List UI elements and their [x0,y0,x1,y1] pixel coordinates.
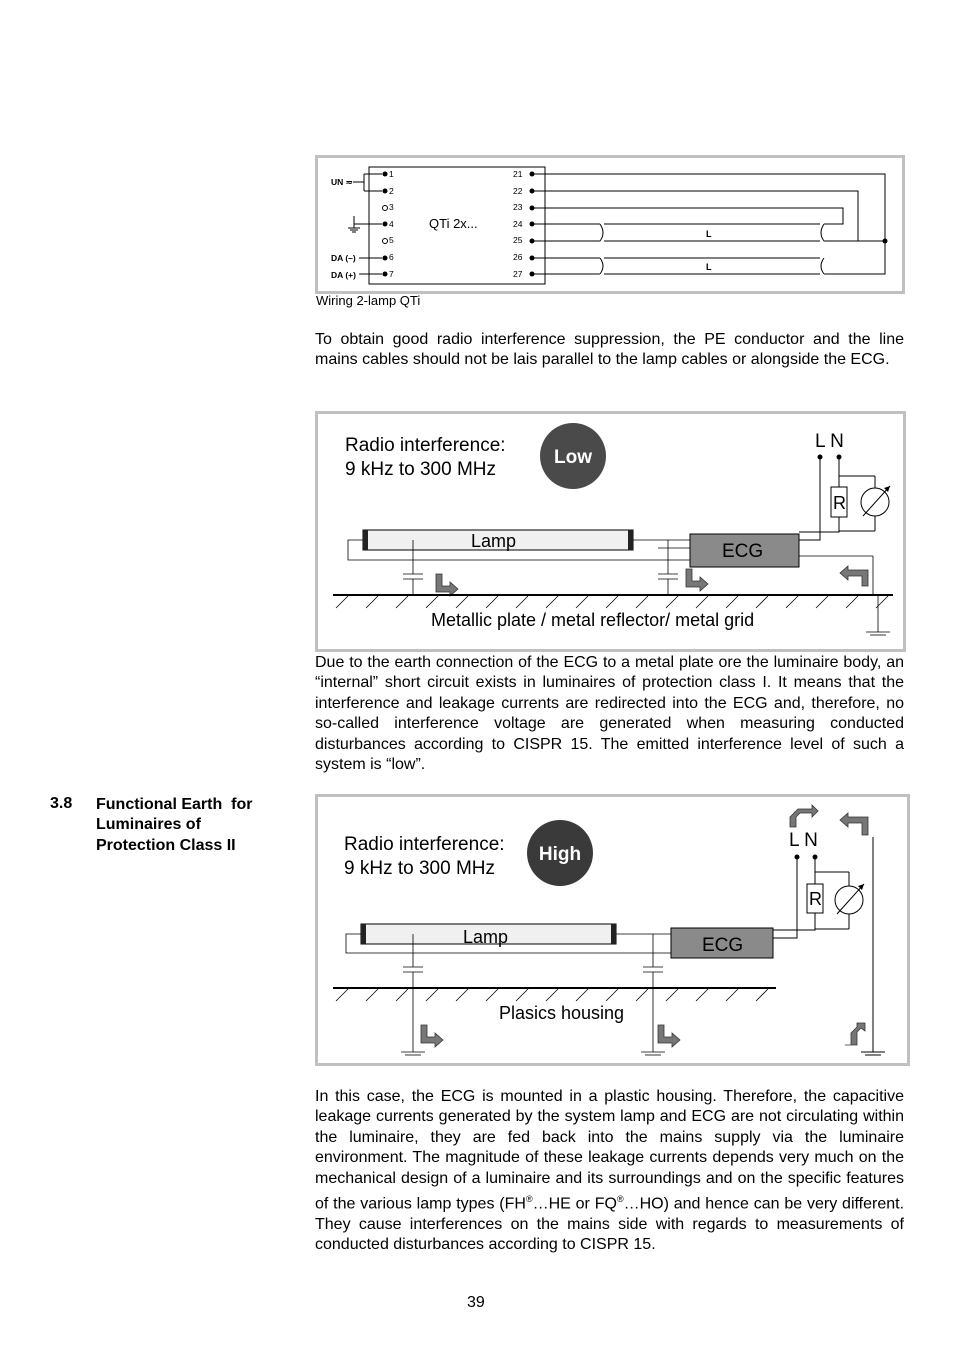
figure2-ecg: ECG [722,541,764,562]
terminal-26: 26 [513,252,523,262]
low-interference-figure-frame [315,411,906,652]
registered-mark: ® [525,1194,533,1205]
terminal-22: 22 [513,186,523,196]
figure2-lamp: Lamp [471,531,517,551]
wiring-diagram-frame [315,155,905,294]
figure3-title-line2: 9 kHz to 300 MHz [344,858,495,879]
figure3-r: R [809,889,822,909]
da-plus-label: DA (+) [331,270,356,280]
high-interference-figure-frame [315,794,910,1066]
figure3-ln: L N [789,830,818,851]
low-interference-diagram [318,414,903,649]
terminal-4: 4 [389,219,394,229]
wiring-diagram [318,158,902,291]
lamp-2-label: L [706,262,712,272]
figure2-title-line2: 9 kHz to 300 MHz [345,459,496,480]
terminal-1: 1 [389,169,394,179]
terminal-23: 23 [513,202,523,212]
paragraph-3-part-1: In this case, the ECG is mounted in a plastic housing. Therefore, the capacitive leakage currents generated by the system lamp and ECG are not circulating within the luminaire, they are fed back into the mains supply via the luminaire environment. The magnitude of these leakage currents depends very much on the mechanical design of a luminaire and its surroundings and on the specific features of the various lamp types (FH [315,1088,904,1213]
paragraph-3 [315,1087,904,1256]
lamp-1-label: L [706,229,712,239]
figure2-r: R [833,493,846,513]
terminal-27: 27 [513,269,523,279]
paragraph-3-part-3: …HO) and hence can be very different. They cause interferences on the mains side with regards to measurements of conducted disturbances according to CISPR 15. [315,1195,905,1254]
figure3-housing: Plasics housing [499,1003,625,1023]
low-badge-label: Low [554,447,592,468]
section-title-line-3: Protection Class II [96,836,236,854]
paragraph-2: Due to the earth connection of the ECG to a metal plate ore the luminaire body, an “internal” short circuit exists in luminaires of protection class I. It means that the interference and leakage currents are redirected into the ECG and, therefore, no so-called interference voltage are generated when measuring conducted disturbances according to CISPR 15. The emitted interference level of such a system is “low”. [315,654,904,774]
section-title-line-1: Functional Earth for [96,796,253,813]
section-number: 3.8 [50,795,73,812]
section-title-line-2: Luminaires of [96,816,201,834]
section-title [96,795,286,856]
terminal-2: 2 [389,186,394,196]
terminal-3: 3 [389,202,394,212]
figure3-title-line1: Radio interference: [344,834,505,855]
figure2-plate: Metallic plate / metal reflector/ metal grid [431,610,755,630]
lamp-1 [600,224,824,241]
figure1-caption: Wiring 2-lamp QTi [316,293,421,308]
meter-icon [835,884,864,914]
device-label: QTi 2x... [429,216,478,231]
meter-icon [861,486,890,516]
terminal-24: 24 [513,219,523,229]
figure2-title-line1: Radio interference: [345,435,506,456]
registered-mark: ® [616,1194,624,1205]
page-number: 39 [467,1294,485,1311]
leakage-arrow-icon [421,1023,865,1047]
figure3-ecg: ECG [702,935,744,956]
figure2-ln: L N [815,431,844,452]
lamp-2 [600,258,824,274]
un-label: UN ≂ [331,177,353,187]
figure3-lamp: Lamp [463,927,509,947]
high-badge-label: High [538,844,582,865]
terminal-7: 7 [389,269,394,279]
da-minus-label: DA (–) [331,253,356,263]
terminal-25: 25 [513,235,523,245]
terminal-5: 5 [389,235,394,245]
terminal-21: 21 [513,169,523,179]
paragraph-1: To obtain good radio interference suppression, the PE conductor and the line mains cables should not be lais parallel to the lamp cables or alongside the ECG. [315,331,904,369]
high-interference-diagram [318,797,907,1063]
leakage-arrow-icon [436,566,868,596]
terminal-6: 6 [389,252,394,262]
paragraph-3-part-2: …HE or FQ [532,1195,617,1213]
